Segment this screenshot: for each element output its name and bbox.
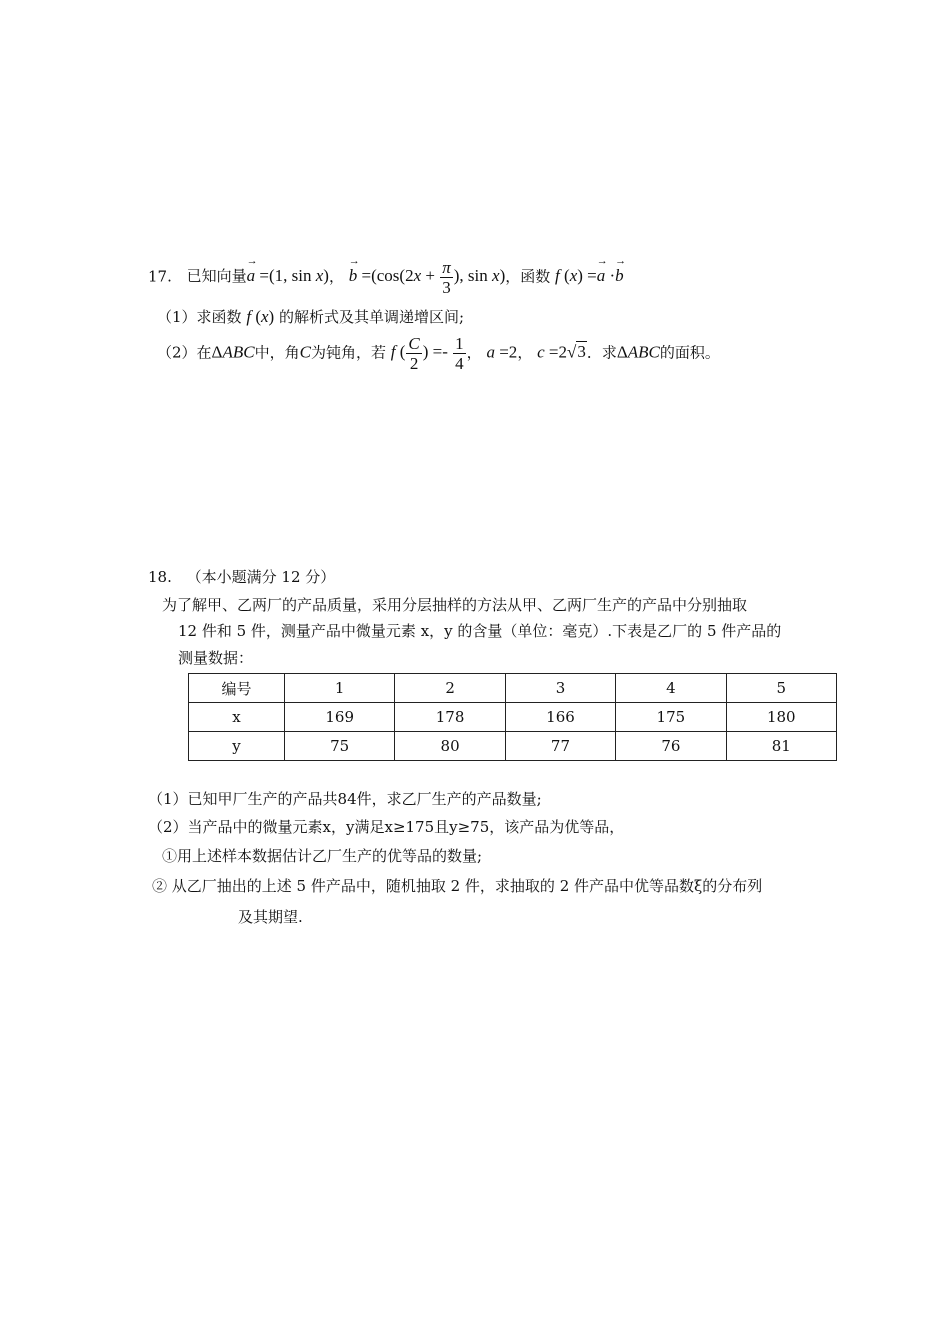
table-header-cell: 4 [616,674,726,703]
table-cell: 175 [616,703,726,732]
triangle-abc-symbol-2: ΔABC [616,342,660,362]
table-cell: 77 [505,732,615,761]
table-cell: y [189,732,285,761]
q17-part2 [157,334,720,373]
table-header-cell: 1 [285,674,395,703]
vector-b-formula: → b =(cos(2x + $\frac{\pi}{3}$ ), sin x) [349,266,505,285]
q17-part1 [157,306,464,327]
q18-line1: 为了解甲、乙两厂的产品质量，采用分层抽样的方法从甲、乙两厂生产的产品中分别抽取 [162,596,748,614]
q18-sub1: （1）已知甲厂生产的产品共84件，求乙厂生产的产品数量; [148,790,542,808]
q18-sub2a: ①用上述样本数据估计乙厂生产的优等品的数量; [162,847,483,865]
triangle-abc-symbol: ΔABC [211,342,255,362]
table-cell: 166 [505,703,615,732]
table-header-row [189,674,837,703]
table-cell: 180 [726,703,836,732]
table-cell: 76 [616,732,726,761]
table-cell: x [189,703,285,732]
function-f-formula: f (x) =→ a ·→ b [555,266,624,285]
condition-a-equals-2: a =2 [486,342,518,362]
table-row [189,732,837,761]
q17-part2-mid2: 为钝角，若 [310,343,386,362]
table-cell: 80 [395,732,505,761]
q18-sub2: （2）当产品中的微量元素x，y满足x≥175且y≥75，该产品为优等品， [148,818,625,836]
q17-part2-prefix: （2）在 [157,343,212,362]
q17-part2-end: ．求 [586,343,617,362]
q17-part2-tail: 的面积。 [659,343,720,362]
condition-f-c-half: f ( $\frac{C}{2}$ ) =- $\frac{1}{4}$ [390,334,464,373]
q17-part1-suffix: 的解析式及其单调递增区间; [278,308,465,326]
q18-number: 18. [148,568,172,586]
q17-part2-mid1: 中，角 [254,343,300,362]
q17-comma2: ，函数 [505,267,551,286]
table-cell: 75 [285,732,395,761]
q18-line2: 12 件和 5 件，测量产品中微量元素 x，y 的含量（单位：毫克）.下表是乙厂的 5 件产品的 [178,622,782,640]
q18-heading [148,566,335,587]
q18-line3: 测量数据： [178,649,254,667]
q18-points: （本小题满分 12 分） [186,568,336,586]
table-cell: 178 [395,703,505,732]
q17-comma1: ， [328,267,344,286]
q18-sub2b-continued: 及其期望. [238,908,303,926]
vector-a-formula: → a =(1, sin x) [247,266,329,285]
q17-part2-sep2: ， [517,343,533,362]
condition-c-equals-2-sqrt3: c =2√3 [537,342,586,362]
table-header-cell: 5 [726,674,836,703]
table-cell: 81 [726,732,836,761]
table-row [189,703,837,732]
table-cell: 169 [285,703,395,732]
q18-sub2b: ② 从乙厂抽出的上述 5 件产品中，随机抽取 2 件，求抽取的 2 件产品中优等品数ξ的分布列 [152,877,763,895]
q17-line1 [148,258,624,297]
fx-symbol: f (x) [246,307,275,326]
table-header-cell: 编号 [189,674,285,703]
angle-c-symbol: C [299,342,311,362]
q17-part2-sep1: ， [466,343,482,362]
q17-part1-prefix: （1）求函数 [157,308,242,326]
measurement-table [188,673,837,761]
q17-number: 17. [148,267,172,286]
q17-intro: 已知向量 [186,267,247,286]
table-header-cell: 3 [505,674,615,703]
table-header-cell: 2 [395,674,505,703]
